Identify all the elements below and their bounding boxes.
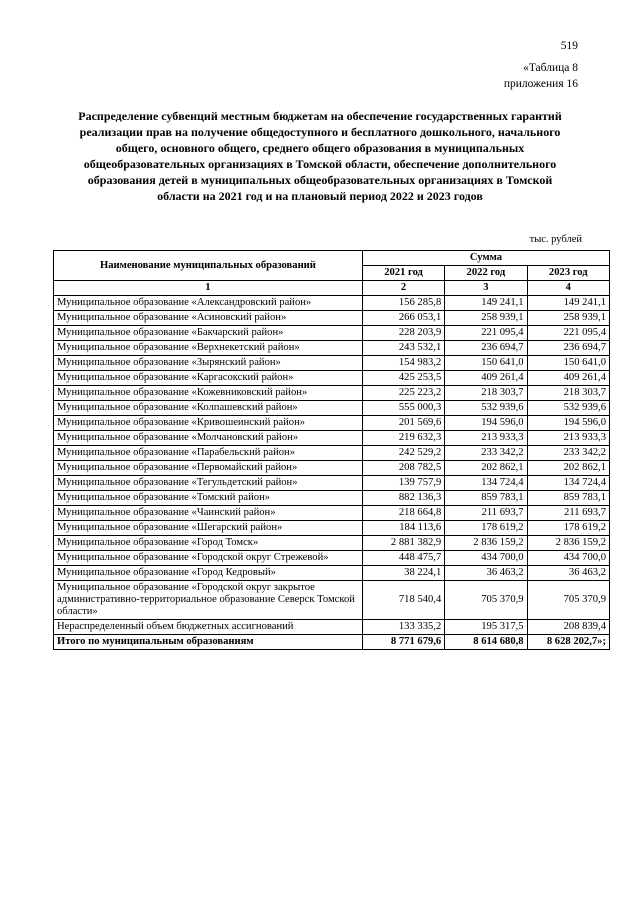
table-row — [54, 341, 610, 356]
table-row — [54, 581, 610, 620]
value-2021: 154 983,2 — [362, 356, 444, 371]
value-2022: 434 700,0 — [445, 551, 527, 566]
column-number-row — [54, 281, 610, 296]
page-number: 519 — [560, 40, 578, 52]
table-row — [54, 401, 610, 416]
value-2021: 718 540,4 — [362, 581, 444, 620]
value-2023: 532 939,6 — [527, 401, 609, 416]
value-2022: 859 783,1 — [445, 491, 527, 506]
value-2022: 150 641,0 — [445, 356, 527, 371]
table-row — [54, 551, 610, 566]
total-2022: 8 614 680,8 — [445, 635, 527, 650]
total-row — [54, 635, 610, 650]
value-2021: 228 203,9 — [362, 326, 444, 341]
table-ref-line-1: «Таблица 8 — [523, 62, 578, 74]
municipality-name: Муниципальное образование «Чаинский район» — [54, 506, 363, 521]
table-row — [54, 461, 610, 476]
municipality-name: Муниципальное образование «Александровский район» — [54, 296, 363, 311]
value-2023: 2 836 159,2 — [527, 536, 609, 551]
municipality-name: Муниципальное образование «Зырянский район» — [54, 356, 363, 371]
value-2023: 194 596,0 — [527, 416, 609, 431]
value-2023: 409 261,4 — [527, 371, 609, 386]
value-2022: 134 724,4 — [445, 476, 527, 491]
value-2022: 149 241,1 — [445, 296, 527, 311]
municipality-name: Муниципальное образование «Кривошеинский район» — [54, 416, 363, 431]
value-2021: 219 632,3 — [362, 431, 444, 446]
value-2021: 882 136,3 — [362, 491, 444, 506]
municipality-name: Муниципальное образование «Бакчарский район» — [54, 326, 363, 341]
value-2023: 202 862,1 — [527, 461, 609, 476]
header-name: Наименование муниципальных образований — [54, 251, 363, 281]
total-2021: 8 771 679,6 — [362, 635, 444, 650]
value-2023: 258 939,1 — [527, 311, 609, 326]
value-2022: 194 596,0 — [445, 416, 527, 431]
value-2023: 178 619,2 — [527, 521, 609, 536]
municipality-name: Муниципальное образование «Каргасокский район» — [54, 371, 363, 386]
column-number-4: 4 — [527, 281, 609, 296]
value-2021: 225 223,2 — [362, 386, 444, 401]
municipality-name: Муниципальное образование «Шегарский район» — [54, 521, 363, 536]
municipality-name: Муниципальное образование «Молчановский район» — [54, 431, 363, 446]
value-2023: 134 724,4 — [527, 476, 609, 491]
value-2022: 202 862,1 — [445, 461, 527, 476]
municipality-name: Муниципальное образование «Колпашевский район» — [54, 401, 363, 416]
column-number-2: 2 — [362, 281, 444, 296]
value-2023: 211 693,7 — [527, 506, 609, 521]
table-row — [54, 431, 610, 446]
table-row — [54, 536, 610, 551]
municipality-name: Муниципальное образование «Парабельский район» — [54, 446, 363, 461]
municipality-name: Муниципальное образование «Верхнекетский район» — [54, 341, 363, 356]
value-2022: 233 342,2 — [445, 446, 527, 461]
value-2021: 555 000,3 — [362, 401, 444, 416]
subvention-table — [53, 250, 610, 650]
value-2022: 211 693,7 — [445, 506, 527, 521]
table-row — [54, 620, 610, 635]
value-2022: 409 261,4 — [445, 371, 527, 386]
document-title: Распределение субвенций местным бюджетам на обеспечение государственных гарантий реализации прав на получение общедоступного и бесплатного дошкольного, начального общего, основного общего, среднего общего образования в муниципальных общеобразовательных организациях в Томской области, обеспечение дополнительного образования детей в муниципальных общеобразовательных организациях в Томской области на 2021 год и на плановый период 2022 и 2023 годов — [78, 109, 562, 203]
value-2023: 150 641,0 — [527, 356, 609, 371]
value-2021: 201 569,6 — [362, 416, 444, 431]
value-2022: 213 933,3 — [445, 431, 527, 446]
header-year-2022: 2022 год — [445, 266, 527, 281]
municipality-name: Муниципальное образование «Городской округ закрытое административно-территориальное образование Северск Томской области» — [54, 581, 363, 620]
value-2023: 236 694,7 — [527, 341, 609, 356]
value-2023: 218 303,7 — [527, 386, 609, 401]
value-2022: 178 619,2 — [445, 521, 527, 536]
value-2021: 156 285,8 — [362, 296, 444, 311]
value-2022: 532 939,6 — [445, 401, 527, 416]
column-number-1: 1 — [54, 281, 363, 296]
value-2023: 233 342,2 — [527, 446, 609, 461]
total-2023: 8 628 202,7»; — [527, 635, 609, 650]
table-row — [54, 446, 610, 461]
value-2022: 36 463,2 — [445, 566, 527, 581]
table-ref-line-2: приложения 16 — [503, 78, 578, 90]
value-2023: 859 783,1 — [527, 491, 609, 506]
units-label: тыс. рублей — [529, 234, 582, 245]
table-row — [54, 506, 610, 521]
value-2021: 243 532,1 — [362, 341, 444, 356]
municipality-name: Муниципальное образование «Томский район» — [54, 491, 363, 506]
total-label: Итого по муниципальным образованиям — [54, 635, 363, 650]
value-2021: 266 053,1 — [362, 311, 444, 326]
municipality-name: Муниципальное образование «Город Кедровый» — [54, 566, 363, 581]
value-2022: 221 095,4 — [445, 326, 527, 341]
value-2022: 258 939,1 — [445, 311, 527, 326]
municipality-name: Муниципальное образование «Тегульдетский район» — [54, 476, 363, 491]
table-row — [54, 296, 610, 311]
municipality-name: Нераспределенный объем бюджетных ассигнований — [54, 620, 363, 635]
table-row — [54, 386, 610, 401]
table-row — [54, 326, 610, 341]
table-row — [54, 476, 610, 491]
table-row — [54, 356, 610, 371]
table-row — [54, 371, 610, 386]
value-2023: 705 370,9 — [527, 581, 609, 620]
value-2023: 221 095,4 — [527, 326, 609, 341]
header-year-2021: 2021 год — [362, 266, 444, 281]
value-2021: 139 757,9 — [362, 476, 444, 491]
value-2022: 2 836 159,2 — [445, 536, 527, 551]
value-2021: 184 113,6 — [362, 521, 444, 536]
table-row — [54, 566, 610, 581]
header-year-2023: 2023 год — [527, 266, 609, 281]
value-2021: 133 335,2 — [362, 620, 444, 635]
value-2021: 425 253,5 — [362, 371, 444, 386]
value-2022: 236 694,7 — [445, 341, 527, 356]
column-number-3: 3 — [445, 281, 527, 296]
value-2021: 242 529,2 — [362, 446, 444, 461]
value-2023: 36 463,2 — [527, 566, 609, 581]
value-2022: 705 370,9 — [445, 581, 527, 620]
value-2021: 2 881 382,9 — [362, 536, 444, 551]
value-2021: 448 475,7 — [362, 551, 444, 566]
value-2022: 218 303,7 — [445, 386, 527, 401]
header-row-1 — [54, 251, 610, 266]
municipality-name: Муниципальное образование «Кожевниковский район» — [54, 386, 363, 401]
value-2023: 149 241,1 — [527, 296, 609, 311]
municipality-name: Муниципальное образование «Асиновский район» — [54, 311, 363, 326]
table-row — [54, 311, 610, 326]
header-sum: Сумма — [362, 251, 609, 266]
value-2023: 208 839,4 — [527, 620, 609, 635]
municipality-name: Муниципальное образование «Городской округ Стрежевой» — [54, 551, 363, 566]
value-2023: 213 933,3 — [527, 431, 609, 446]
value-2022: 195 317,5 — [445, 620, 527, 635]
table-row — [54, 491, 610, 506]
table-reference — [504, 60, 578, 92]
municipality-name: Муниципальное образование «Первомайский район» — [54, 461, 363, 476]
value-2021: 38 224,1 — [362, 566, 444, 581]
value-2021: 208 782,5 — [362, 461, 444, 476]
municipality-name: Муниципальное образование «Город Томск» — [54, 536, 363, 551]
value-2023: 434 700,0 — [527, 551, 609, 566]
table-row — [54, 416, 610, 431]
value-2021: 218 664,8 — [362, 506, 444, 521]
table-row — [54, 521, 610, 536]
